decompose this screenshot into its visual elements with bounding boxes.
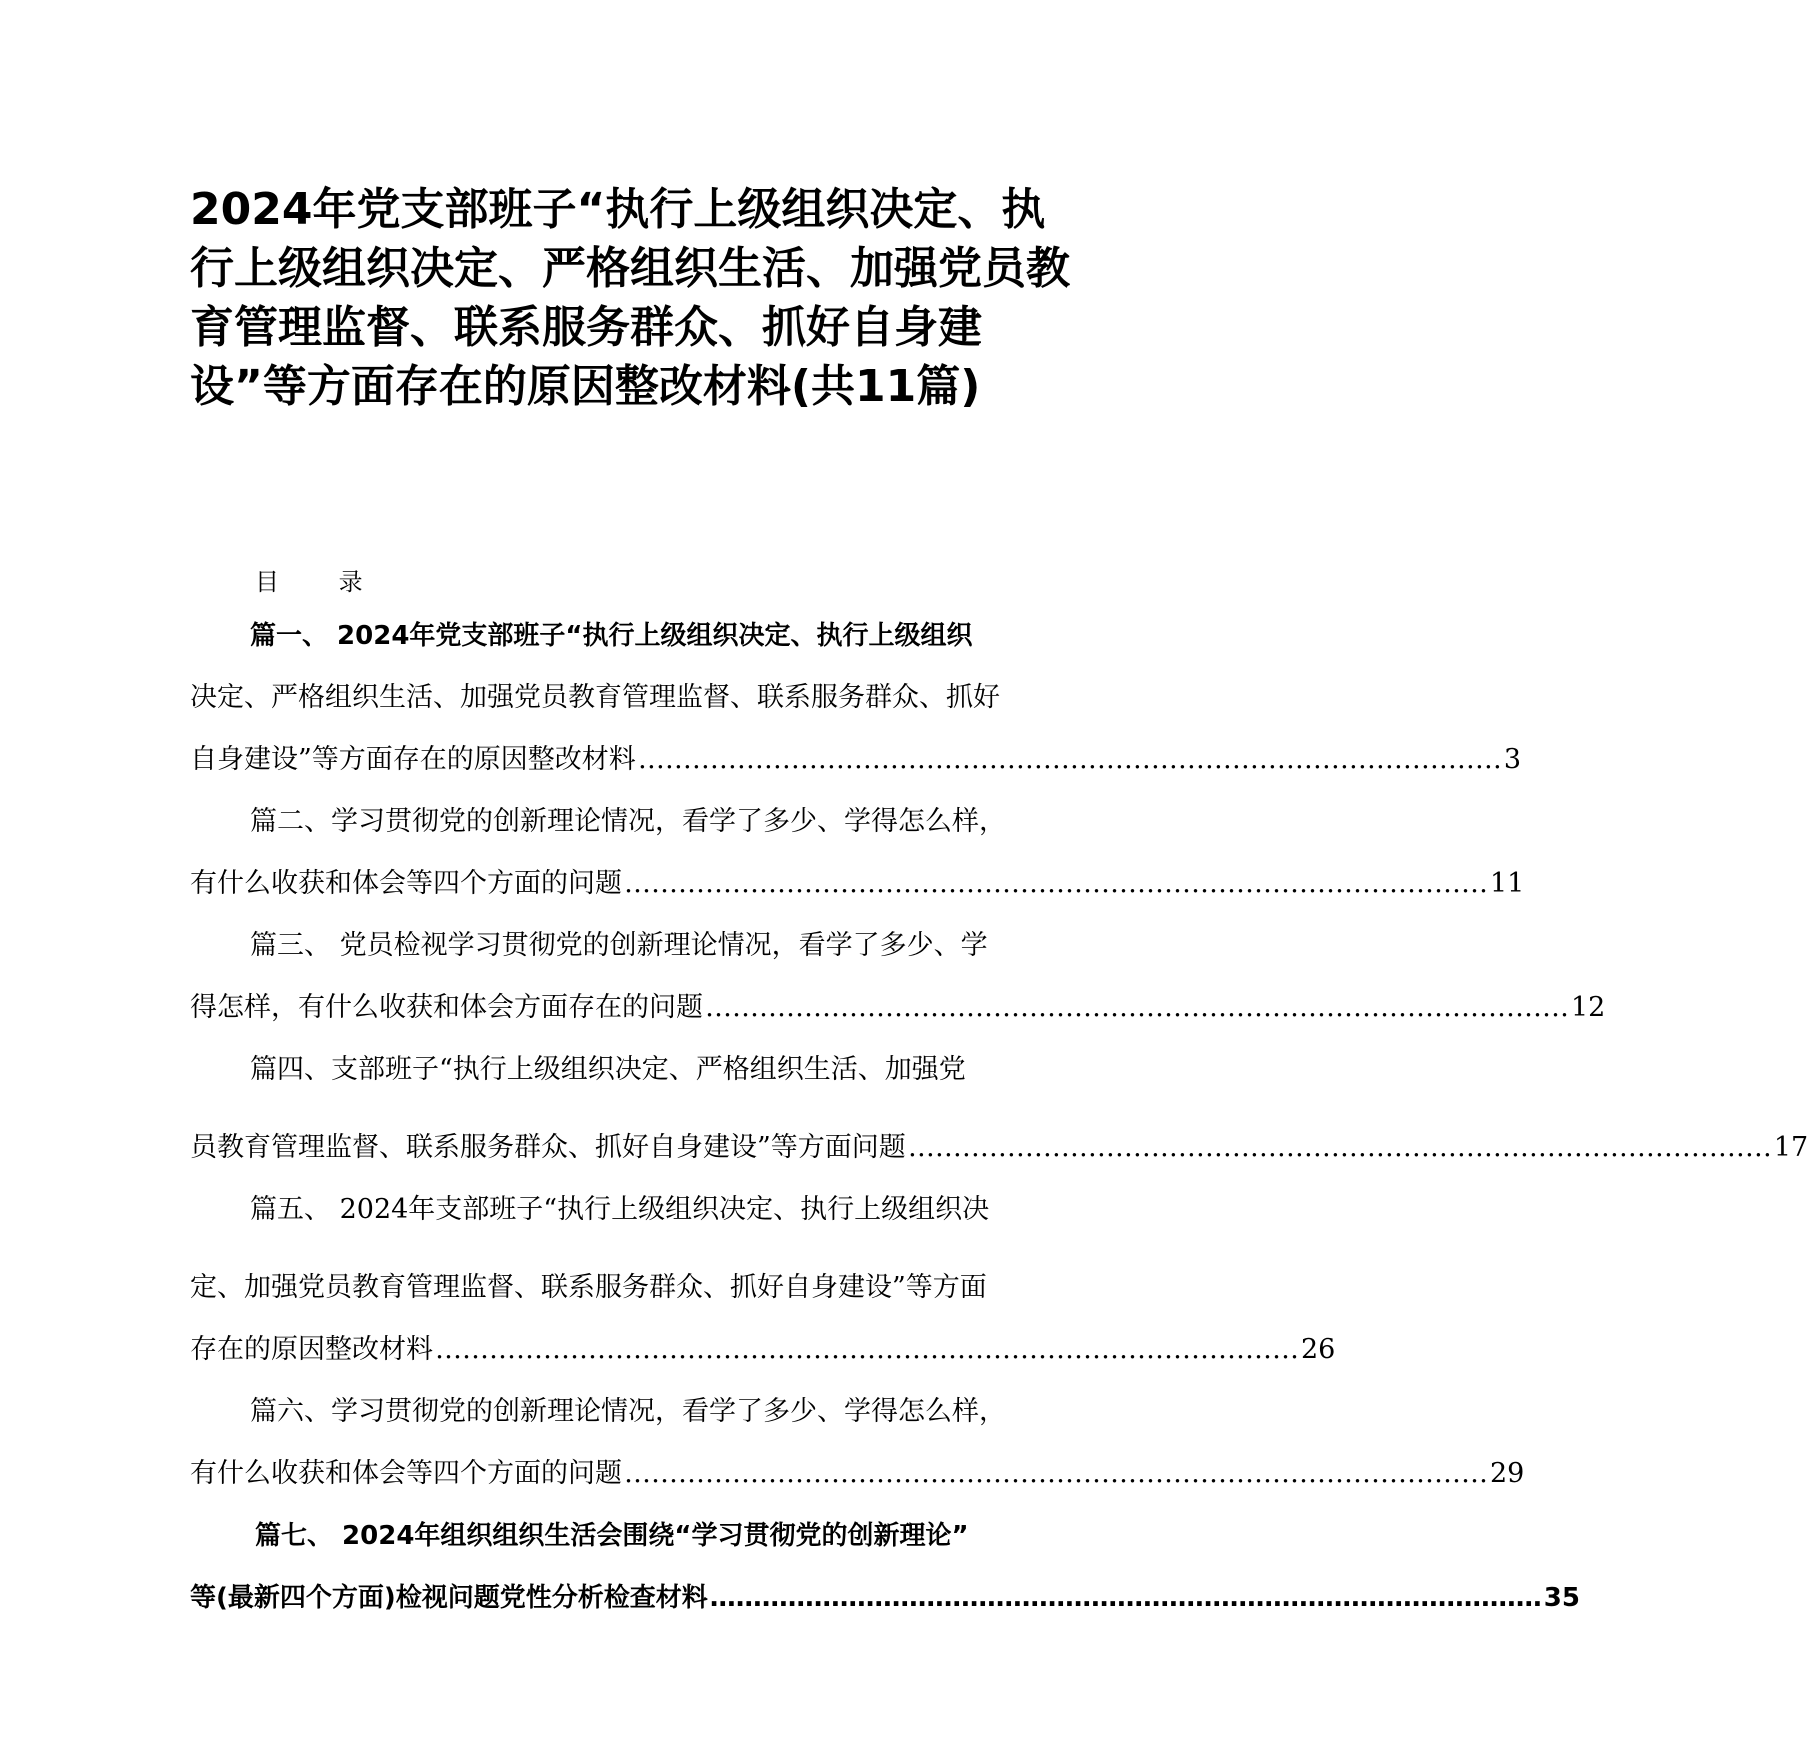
- toc-entry-1-line-1: 篇一、 2024年党支部班子“执行上级组织决定、执行上级组织: [250, 621, 973, 651]
- toc-heading: 目 录: [255, 568, 389, 596]
- toc-entry-1-line-3: 自身建设”等方面存在的原因整改材料: [190, 744, 636, 775]
- toc-entry-5-line-3: 存在的原因整改材料: [190, 1334, 433, 1365]
- toc-entry-2-line-2: 有什么收获和体会等四个方面的问题: [190, 868, 622, 899]
- toc-entry-3-last-line[interactable]: [190, 988, 1606, 1028]
- toc-entry-5-page: 26: [1301, 1334, 1336, 1365]
- dot-leader: ……………………………………………………………………………………: [637, 744, 1502, 775]
- toc-entry-5-line-1: 篇五、 2024年支部班子“执行上级组织决定、执行上级组织决: [250, 1194, 990, 1225]
- toc-entry-2-page: 11: [1490, 868, 1525, 899]
- toc-entry-6-page: 29: [1490, 1458, 1525, 1489]
- toc-entry-4-page: 17: [1773, 1132, 1808, 1163]
- toc-entry-7-line-2: 等(最新四个方面)检视问题党性分析检查材料: [190, 1583, 708, 1613]
- toc-entry-5-line-2: 定、加强党员教育管理监督、联系服务群众、抓好自身建设”等方面: [190, 1272, 987, 1303]
- toc-entry-7-last-line[interactable]: [190, 1578, 1580, 1618]
- toc-entry-2-line-1: 篇二、学习贯彻党的创新理论情况，看学了多少、学得怎么样，: [250, 806, 1006, 837]
- dot-leader: ……………………………………………………………………………………: [709, 1583, 1542, 1613]
- toc-entry-4-last-line[interactable]: [190, 1128, 1808, 1168]
- dot-leader: ……………………………………………………………………………………: [624, 868, 1488, 899]
- toc-entry-1-line-2: 决定、严格组织生活、加强党员教育管理监督、联系服务群众、抓好: [190, 682, 1000, 713]
- toc-entry-6-line-1: 篇六、学习贯彻党的创新理论情况，看学了多少、学得怎么样，: [250, 1396, 1006, 1427]
- toc-entry-3-page: 12: [1571, 992, 1606, 1023]
- dot-leader: ……………………………………………………………………………………: [624, 1458, 1488, 1489]
- toc-entry-1-page: 3: [1503, 744, 1521, 775]
- dot-leader: ……………………………………………………………………………………: [907, 1132, 1772, 1163]
- toc-entry-4-line-1: 篇四、支部班子“执行上级组织决定、严格组织生活、加强党: [250, 1054, 966, 1085]
- dot-leader: ……………………………………………………………………………………: [705, 992, 1569, 1023]
- toc-entry-7-line-1: 篇七、 2024年组织组织生活会围绕“学习贯彻党的创新理论”: [255, 1521, 969, 1551]
- toc-entry-3-line-1: 篇三、 党员检视学习贯彻党的创新理论情况，看学了多少、学: [250, 930, 988, 961]
- dot-leader: ……………………………………………………………………………………: [435, 1334, 1299, 1365]
- toc-entry-5-last-line[interactable]: [190, 1330, 1336, 1370]
- toc-entry-7-page: 35: [1543, 1583, 1580, 1613]
- document-title: 2024年党支部班子“执行上级组织决定、执行上级组织决定、严格组织生活、加强党员教育管理监督、联系服务群众、抓好自身建设”等方面存在的原因整改材料(共11篇): [190, 184, 1070, 412]
- toc-entry-6-line-2: 有什么收获和体会等四个方面的问题: [190, 1458, 622, 1489]
- toc-entry-4-line-2: 员教育管理监督、联系服务群众、抓好自身建设”等方面问题: [190, 1132, 906, 1163]
- toc-entry-2-last-line[interactable]: [190, 864, 1525, 904]
- toc-entry-3-line-2: 得怎样，有什么收获和体会方面存在的问题: [190, 992, 703, 1023]
- toc-entry-1-last-line[interactable]: [190, 740, 1521, 780]
- toc-entry-6-last-line[interactable]: [190, 1454, 1525, 1494]
